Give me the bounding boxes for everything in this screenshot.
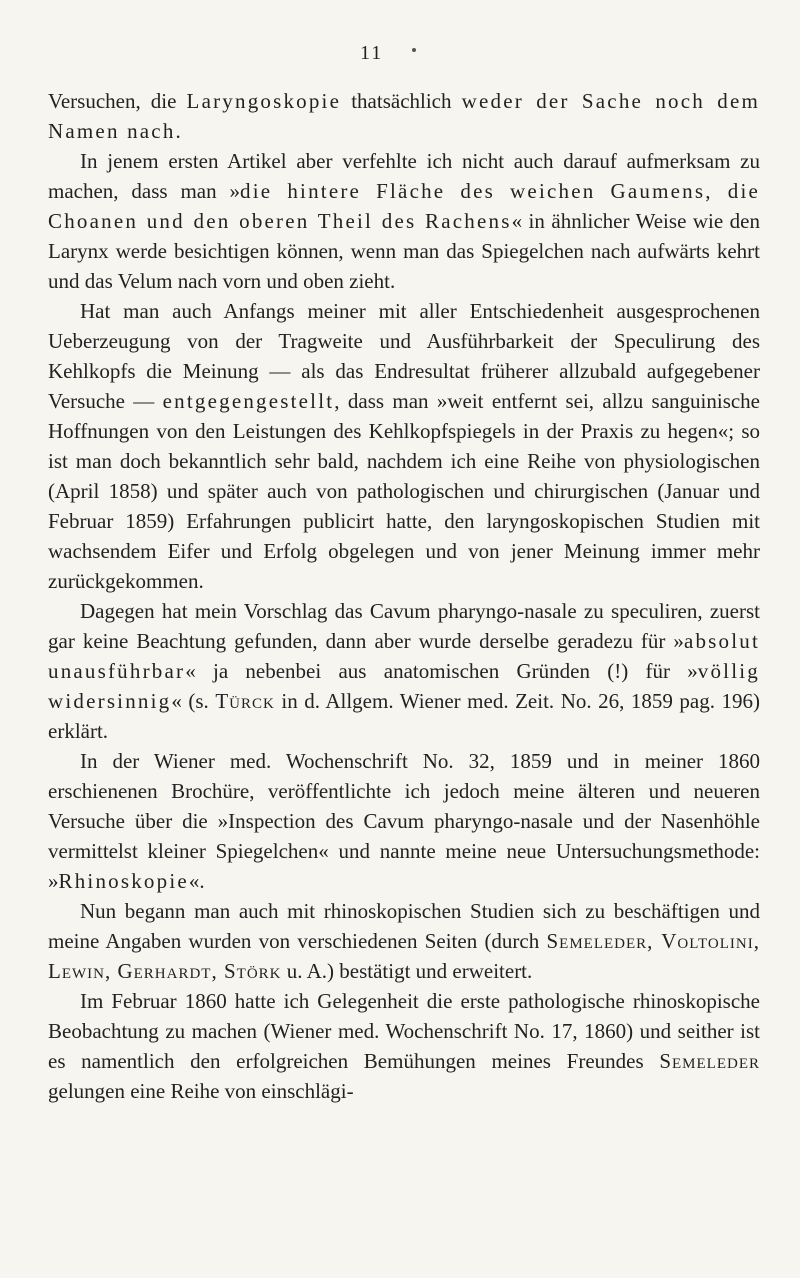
text-run: « ja nebenbei aus anatomischen Gründen (!) für » bbox=[185, 659, 698, 683]
text-run: «. bbox=[188, 869, 205, 893]
text-run: In jenem ersten Artikel aber verfehlte ich nicht auch darauf aufmerksam zu machen, dass man » bbox=[48, 149, 760, 203]
text-run: in d. Allgem. Wiener med. Zeit. No. 26, 1859 pag. 196) erklärt. bbox=[48, 689, 761, 743]
text-run: . bbox=[175, 119, 181, 143]
page-number: 11 bbox=[360, 42, 384, 64]
paragraph bbox=[48, 86, 760, 146]
body-text bbox=[48, 86, 760, 1106]
text-run: « (s. bbox=[171, 689, 216, 713]
ink-speck bbox=[412, 48, 416, 52]
author-name: Türck bbox=[215, 689, 275, 713]
paragraph bbox=[48, 296, 760, 596]
spaced-emphasis: entgegengestellt bbox=[162, 389, 335, 413]
paragraph bbox=[48, 986, 760, 1106]
text-run: Versuchen, die bbox=[48, 89, 187, 113]
author-name: Semeleder bbox=[659, 1049, 760, 1073]
text-run: u. A.) bestätigt und erweitert. bbox=[281, 959, 533, 983]
spaced-emphasis: Rhinoskopie bbox=[58, 869, 189, 893]
text-run: Nun begann man auch mit rhinoskopischen Studien sich zu beschäftigen und meine Angaben wurden von verschiedenen Seiten (durch bbox=[48, 899, 760, 953]
spaced-emphasis: völlig widersinnig bbox=[48, 659, 760, 713]
text-run: Hat man auch Anfangs meiner mit aller Entschiedenheit ausgesprochenen Ueberzeugung von der Tragweite und Ausführbarkeit der Speculirung des Kehlkopfs die Meinung — als das Endresultat früherer allzubald aufgegebener Versuche — bbox=[48, 299, 760, 413]
text-run: In der Wiener med. Wochenschrift No. 32, 1859 und in meiner 1860 erschienenen Brochüre, veröffentlichte ich jedoch meine älteren und neueren Versuche über die »Inspection des Cavum pharyngo-nasale und der Nasenhöhle vermittelst kleiner Spiegelchen« und nannte meine neue Untersuchungsmethode: » bbox=[48, 749, 760, 893]
text-run: Im Februar 1860 hatte ich Gelegenheit die erste pathologische rhinoskopische Beobachtung zu machen (Wiener med. Wochenschrift No. 17, 1860) und seither ist es namentlich den erfolgreichen Bemühungen meines Freundes bbox=[48, 989, 760, 1073]
text-run: thatsächlich bbox=[341, 89, 462, 113]
paragraph bbox=[48, 896, 760, 986]
spaced-emphasis: absolut unausführbar bbox=[48, 629, 760, 683]
author-name: Semeleder, Voltolini, Lewin, Gerhardt, Störk bbox=[48, 929, 760, 983]
text-run: Dagegen hat mein Vorschlag das Cavum pharyngo-nasale zu speculiren, zuerst gar keine Beachtung gefunden, dann aber wurde derselbe geradezu für » bbox=[48, 599, 760, 653]
spaced-emphasis: die hintere Fläche des weichen Gaumens, die Choanen und den oberen Theil des Rachens bbox=[48, 179, 760, 233]
text-run: « in ähnlicher Weise wie den Larynx werde besichtigen können, wenn man das Spiegelchen nach aufwärts kehrt und das Velum nach vorn und oben zieht. bbox=[48, 209, 760, 293]
spaced-emphasis: weder der Sache noch dem Namen nach bbox=[48, 89, 760, 143]
text-run: gelungen eine Reihe von einschlägi- bbox=[48, 1079, 354, 1103]
text-run: , dass man »weit entfernt sei, allzu sanguinische Hoffnungen von den Leistungen des Kehlkopfspiegels in der Praxis zu hegen«; so ist man doch bekanntlich sehr bald, nachdem ich eine Reihe von physiologischen (April 1858) und später auch von pathologischen und chirurgischen (Januar und Februar 1859) Erfahrungen publicirt hatte, den laryngoskopischen Studien mit wachsendem Eifer und Erfolg obgelegen und von jener Meinung immer mehr zurückgekommen. bbox=[48, 389, 761, 593]
paragraph bbox=[48, 596, 760, 746]
paragraph bbox=[48, 746, 760, 896]
paragraph bbox=[48, 146, 760, 296]
spaced-emphasis: Laryngoskopie bbox=[186, 89, 342, 113]
